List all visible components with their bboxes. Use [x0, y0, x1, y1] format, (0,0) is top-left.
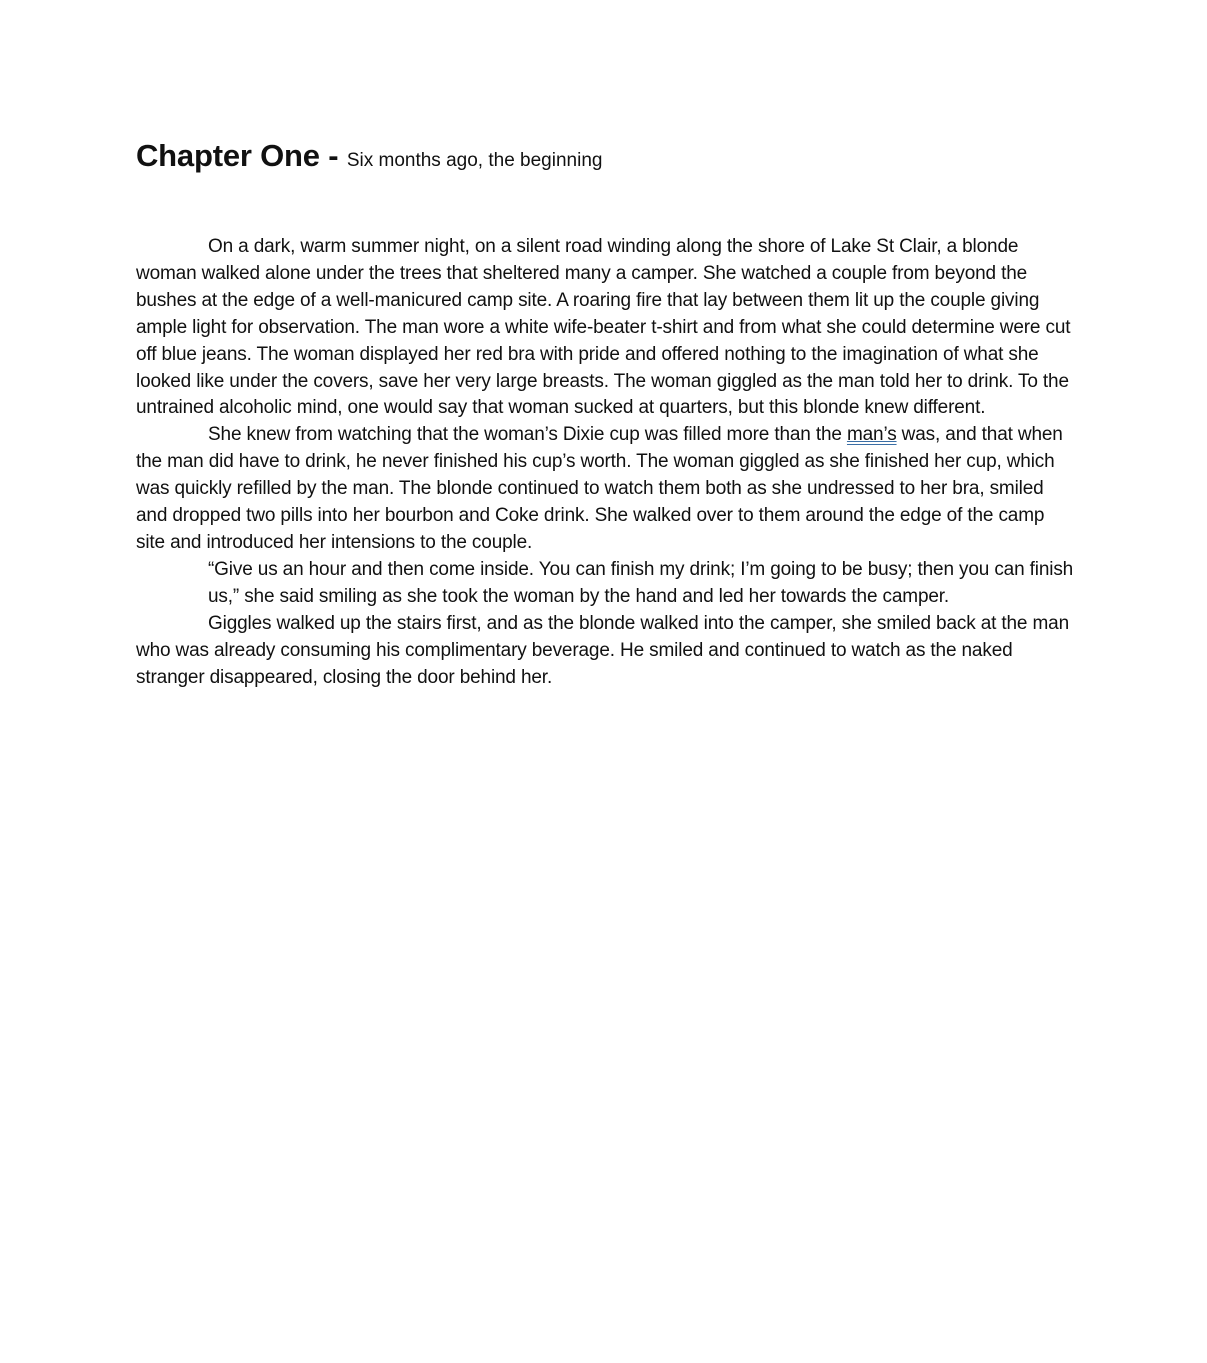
paragraph-1: On a dark, warm summer night, on a silent road winding along the shore of Lake St Clair, a blonde woman walked alone under the trees that sheltered many a camper. She watched a couple from beyond the bushes at the edge of a well-manicured camp site. A roaring fire that lay between them lit up the couple giving ample light for observation. The man wore a white wife-beater t-shirt and from what she could determine were cut off blue jeans. The woman displayed her red bra with pride and offered nothing to the imagination of what she looked like under the covers, save her very large breasts. The woman giggled as the man told her to drink. To the untrained alcoholic mind, one would say that woman sucked at quarters, but this blonde knew different. — [136, 236, 1071, 419]
paragraph-4: Giggles walked up the stairs first, and as the blonde walked into the camper, she smiled back at the man who was already consuming his complimentary beverage. He smiled and continued to watch as the naked stranger disappeared, closing the door behind her. — [136, 612, 1069, 688]
paragraph-2-text-end: was, and that when the man did have to drink, he never finished his cup’s worth. The woman giggled as she finished her cup, which was quickly refilled by the man. The blonde continued to watch them both as she undressed to her bra, smiled and dropped two pills into her bourbon and Coke drink. She walked over to them around the edge of the camp site and introduced her intensions to the couple. — [136, 424, 1063, 553]
chapter-body — [136, 234, 1076, 691]
chapter-heading — [136, 138, 1076, 174]
paragraph-2-text-start: She knew from watching that the woman’s Dixie cup was filled more than the — [208, 424, 847, 446]
paragraph-3-dialogue: “Give us an hour and then come inside. You can finish my drink; I’m going to be busy; then you can finish us,” she said smiling as she took the woman by the hand and led her towards the camper. — [208, 558, 1074, 607]
spellcheck-marked-word[interactable]: man’s — [846, 424, 897, 446]
chapter-subtitle: Six months ago, the beginning — [346, 150, 603, 171]
chapter-title: Chapter One - — [136, 138, 339, 173]
paragraph-2 — [136, 422, 1076, 557]
